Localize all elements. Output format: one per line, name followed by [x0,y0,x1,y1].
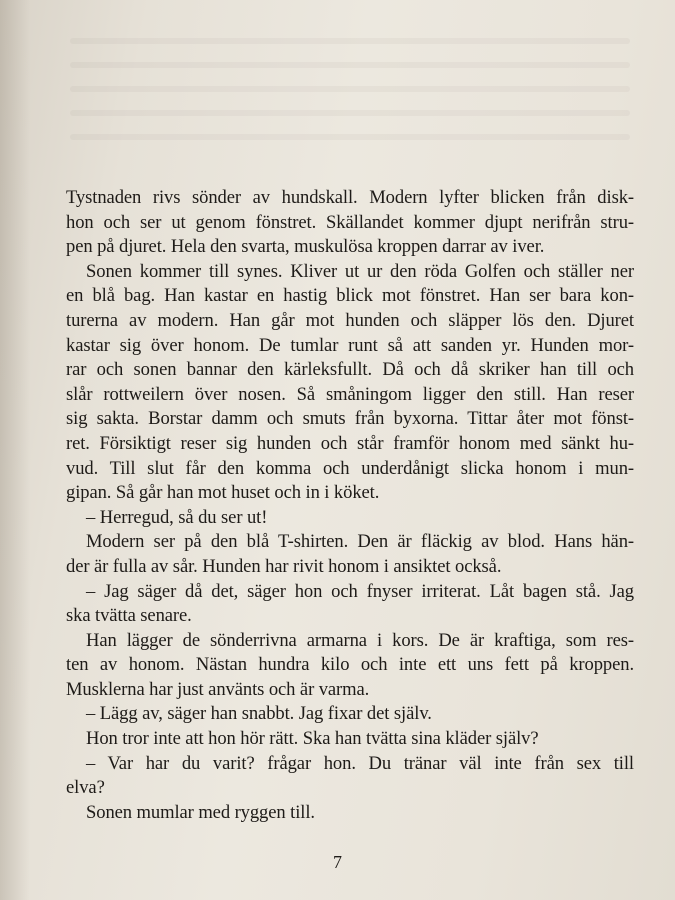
bleed-through-line [70,134,630,140]
bleed-through-line [70,110,630,116]
bleed-through-line [70,86,630,92]
text-line: Hon tror inte att hon hör rätt. Ska han tvätta sina kläder själv? [86,728,539,750]
text-line: gipan. Så går han mot huset och in i köket. [66,482,380,504]
text-line: en blå bag. Han kastar en hastig blick mot fönstret. Han ser bara kon- [66,285,634,307]
body-text [66,186,634,825]
text-line: Han lägger de sönderrivna armarna i kors. De är kraftiga, som res- [86,629,634,651]
text-line: hon och ser ut genom fönstret. Skällandet kommer djupt nerifrån stru- [66,211,634,233]
text-line: Sonen kommer till synes. Kliver ut ur den röda Golfen och ställer ner [86,260,634,282]
text-line: sig sakta. Borstar damm och smuts från byxorna. Tittar åter mot fönst- [66,408,634,430]
text-line: – Var har du varit? frågar hon. Du tränar väl inte från sex till [86,752,634,774]
text-line: kastar sig över honom. De tumlar runt så att sanden yr. Hunden mor- [66,334,634,356]
text-line: elva? [66,777,105,799]
page-number: 7 [333,852,342,872]
text-line: Tystnaden rivs sönder av hundskall. Modern lyfter blicken från disk- [66,187,634,208]
text-line: vud. Till slut får den komma och underdånigt slicka honom i mun- [66,457,634,479]
bleed-through-line [70,38,630,44]
text-line: ten av honom. Nästan hundra kilo och inte ett uns fett på kroppen. [66,654,634,676]
text-line: Musklerna har just använts och är varma. [66,678,370,700]
page-gutter-shadow [0,0,30,900]
text-line: turerna av modern. Han går mot hunden och släpper lös den. Djuret [66,309,634,331]
text-line: ret. Försiktigt reser sig hunden och står framför honom med sänkt hu- [66,432,634,454]
text-line: ska tvätta senare. [66,605,192,627]
text-line: slår rottweilern över nosen. Så småningom ligger den still. Han reser [66,383,634,405]
text-line: – Jag säger då det, säger hon och fnyser irriterat. Låt bagen stå. Jag [86,580,634,602]
text-line: Sonen mumlar med ryggen till. [86,801,315,823]
text-line: rar och sonen bannar den kärleksfullt. Då och då skriker han till och [66,359,634,381]
text-line: – Lägg av, säger han snabbt. Jag fixar det själv. [86,703,432,725]
text-line: – Herregud, så du ser ut! [86,506,268,528]
bleed-through-line [70,62,630,68]
text-line: der är fulla av sår. Hunden har rivit honom i ansiktet också. [66,555,502,577]
text-line: Modern ser på den blå T-shirten. Den är fläckig av blod. Hans hän- [86,531,634,553]
text-line: pen på djuret. Hela den svarta, muskulösa kroppen darrar av iver. [66,236,545,258]
